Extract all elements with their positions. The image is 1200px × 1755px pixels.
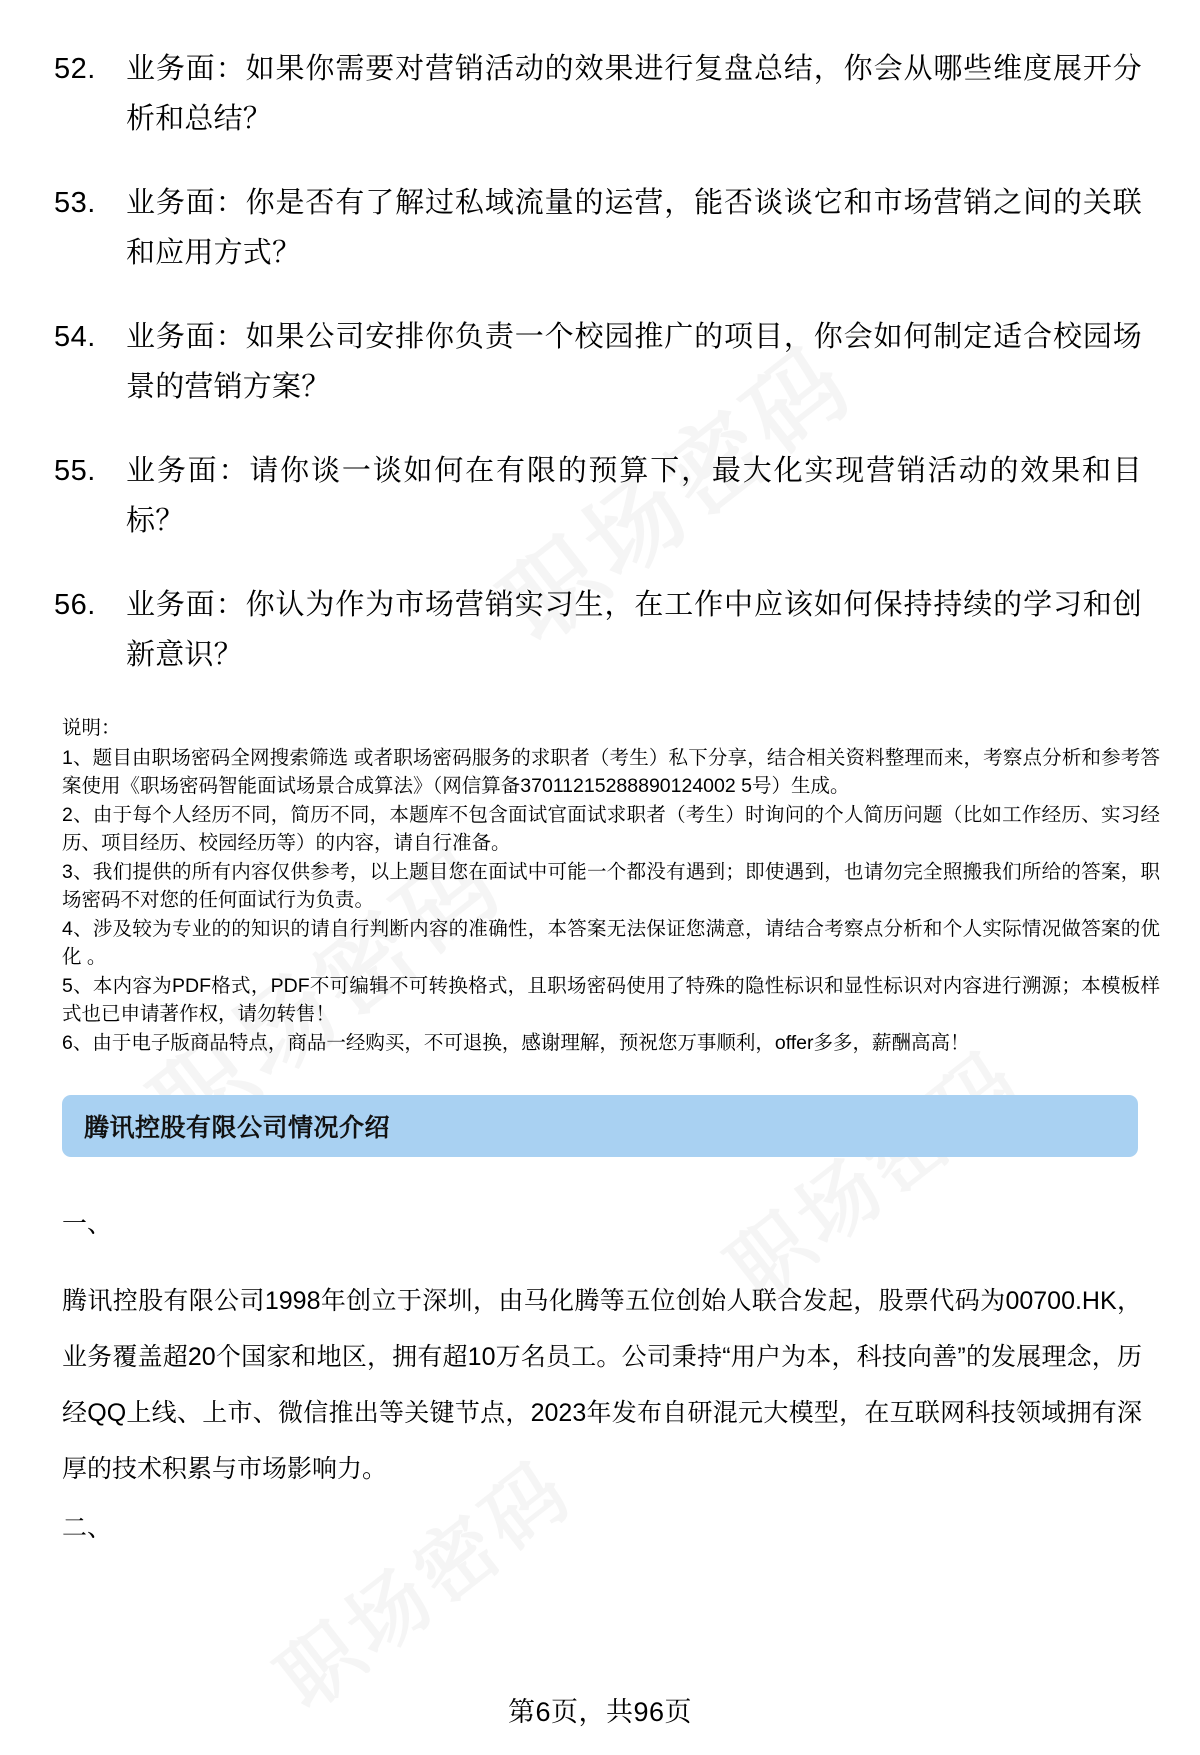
question-list <box>0 0 1200 680</box>
question-number: 53. <box>54 187 96 219</box>
question-item <box>52 580 1142 680</box>
note-item: 6、由于电子版商品特点，商品一经购买，不可退换，感谢理解，预祝您万事顺利，offer多多，薪酬高高！ <box>62 1031 970 1054</box>
sub-heading-two: 二、 <box>62 1514 113 1542</box>
question-number: 55. <box>54 455 96 487</box>
company-intro-body <box>0 1201 1200 1551</box>
note-item: 2、由于每个人经历不同，简历不同，本题库不包含面试官面试求职者（考生）时询问的个人简历问题（比如工作经历、实习经历、项目经历、校园经历等）的内容，请自行准备。 <box>62 803 1160 854</box>
question-text: 业务面：如果你需要对营销活动的效果进行复盘总结，你会从哪些维度展开分析和总结？ <box>126 53 1142 135</box>
question-number: 52. <box>54 53 96 85</box>
section-header-band <box>62 1095 1138 1157</box>
question-item <box>52 446 1142 546</box>
question-text: 业务面：请你谈一谈如何在有限的预算下，最大化实现营销活动的效果和目标？ <box>126 455 1142 537</box>
note-item: 1、题目由职场密码全网搜索筛选 或者职场密码服务的求职者（考生）私下分享，结合相关资料整理而来，考察点分析和参考答案使用《职场密码智能面试场景合成算法》（网信算备37011215288890124002 5号）生成。 <box>62 746 1160 797</box>
notes-title: 说明： <box>62 717 121 739</box>
sub-heading-one: 一、 <box>62 1210 113 1238</box>
page-footer: 第6页，共96页 <box>507 1697 693 1727</box>
question-text: 业务面：你认为作为市场营销实习生，在工作中应该如何保持持续的学习和创新意识？ <box>126 589 1142 671</box>
note-item: 5、本内容为PDF格式，PDF不可编辑不可转换格式，且职场密码使用了特殊的隐性标识和显性标识对内容进行溯源；本模板样式也已申请著作权，请勿转售！ <box>62 974 1160 1025</box>
question-item <box>52 178 1142 278</box>
question-number: 54. <box>54 321 96 353</box>
section-header-wrap <box>0 1095 1200 1157</box>
notes-section <box>0 714 1200 1057</box>
question-text: 业务面：如果公司安排你负责一个校园推广的项目，你会如何制定适合校园场景的营销方案？ <box>126 321 1142 403</box>
section-header-title: 腾讯控股有限公司情况介绍 <box>84 1114 391 1142</box>
note-item: 4、涉及较为专业的的知识的请自行判断内容的准确性，本答案无法保证您满意，请结合考察点分析和个人实际情况做答案的优化 。 <box>62 917 1160 968</box>
question-number: 56. <box>54 589 96 621</box>
question-text: 业务面：你是否有了解过私域流量的运营，能否谈谈它和市场营销之间的关联和应用方式？ <box>126 187 1142 269</box>
note-item: 3、我们提供的所有内容仅供参考，以上题目您在面试中可能一个都没有遇到；即使遇到，也请勿完全照搬我们所给的答案，职场密码不对您的任何面试行为负责。 <box>62 860 1160 911</box>
company-intro-paragraph: 腾讯控股有限公司1998年创立于深圳，由马化腾等五位创始人联合发起，股票代码为00700.HK，业务覆盖超20个国家和地区，拥有超10万名员工。公司秉持“用户为本，科技向善”的发展理念，历经QQ上线、上市、微信推出等关键节点，2023年发布自研混元大模型，在互联网科技领域拥有深厚的技术积累与市场影响力。 <box>62 1287 1142 1483</box>
question-item <box>52 312 1142 412</box>
question-item <box>52 44 1142 144</box>
